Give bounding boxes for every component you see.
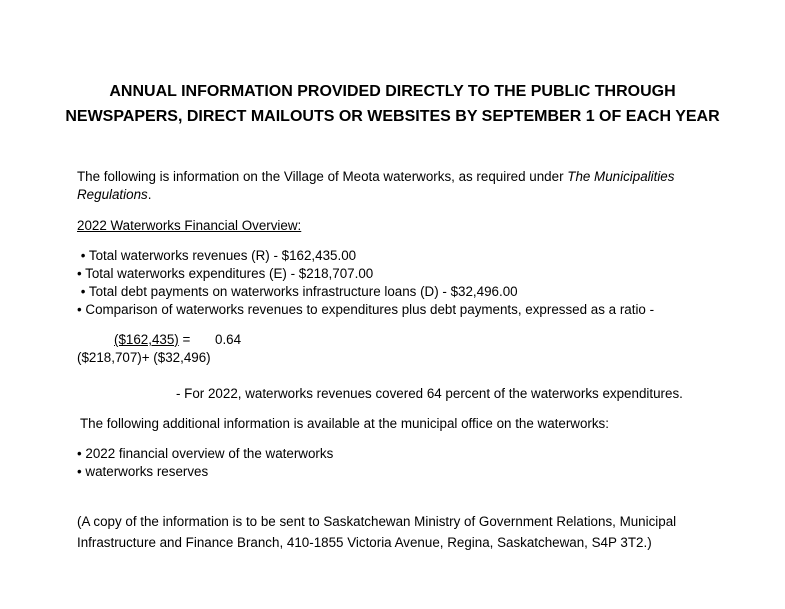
additional-info-intro: The following additional information is available at the municipal office on the waterworks: bbox=[80, 416, 609, 431]
overview-bullet-list bbox=[77, 247, 654, 319]
ratio-numerator-row bbox=[114, 331, 190, 349]
ratio-numerator: ($162,435) bbox=[114, 332, 179, 347]
intro-line-1 bbox=[77, 168, 674, 186]
ratio-equals: = bbox=[178, 332, 191, 347]
footer-note bbox=[77, 511, 676, 553]
intro-italic-1: The Municipalities bbox=[567, 169, 675, 184]
list-item: • waterworks reserves bbox=[77, 464, 209, 479]
overview-heading: 2022 Waterworks Financial Overview: bbox=[77, 218, 302, 233]
footer-line-1: (A copy of the information is to be sent to Saskatchewan Ministry of Government Relations, Municipal bbox=[77, 514, 677, 529]
ratio-denominator: ($218,707)+ ($32,496) bbox=[77, 350, 211, 365]
document-title bbox=[0, 79, 785, 129]
ratio-note: - For 2022, waterworks revenues covered 64 percent of the waterworks expenditures. bbox=[176, 386, 683, 401]
intro-prefix: The following is information on the Village of Meota waterworks, as required under bbox=[77, 169, 568, 184]
footer-line-2: Infrastructure and Finance Branch, 410-1855 Victoria Avenue, Regina, Saskatchewan, S4P 3T2.) bbox=[77, 535, 652, 550]
title-line-1: ANNUAL INFORMATION PROVIDED DIRECTLY TO THE PUBLIC THROUGH bbox=[109, 83, 676, 100]
title-line-2: NEWSPAPERS, DIRECT MAILOUTS OR WEBSITES BY SEPTEMBER 1 OF EACH YEAR bbox=[65, 108, 720, 125]
intro-italic-2: Regulations bbox=[77, 187, 148, 202]
ratio-value: 0.64 bbox=[215, 332, 242, 347]
list-item: • Comparison of waterworks revenues to expenditures plus debt payments, expressed as a ratio - bbox=[77, 302, 655, 317]
intro-suffix: . bbox=[147, 187, 152, 202]
list-item: • 2022 financial overview of the waterworks bbox=[77, 446, 334, 461]
list-item: • Total waterworks expenditures (E) - $218,707.00 bbox=[77, 266, 374, 281]
intro-paragraph bbox=[77, 168, 674, 204]
intro-line-2 bbox=[77, 186, 674, 204]
additional-info-list bbox=[77, 445, 333, 481]
list-item: • Total waterworks revenues (R) - $162,435.00 bbox=[77, 248, 357, 263]
list-item: • Total debt payments on waterworks infrastructure loans (D) - $32,496.00 bbox=[77, 284, 518, 299]
